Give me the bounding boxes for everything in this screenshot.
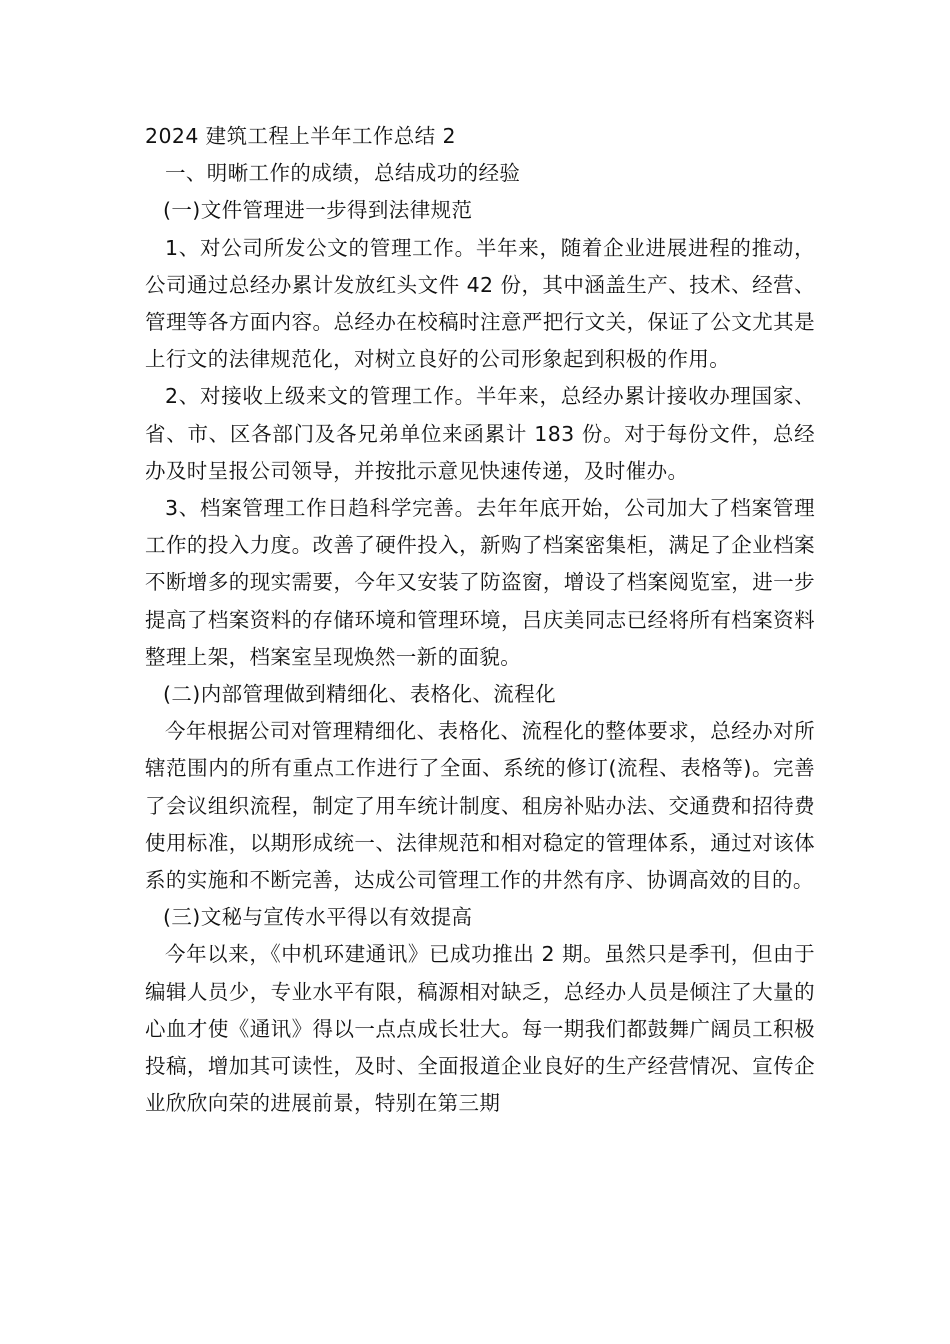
paragraph: 2、对接收上级来文的管理工作。半年来，总经办累计接收办理国家、省、市、区各部门及各兄弟单位来函累计 183 份。对于每份文件，总经办及时呈报公司领导，并按批示意见快速传递，及时催办。 <box>145 384 815 483</box>
paragraph: 今年根据公司对管理精细化、表格化、流程化的整体要求，总经办对所辖范围内的所有重点工作进行了全面、系统的修订(流程、表格等)。完善了会议组织流程，制定了用车统计制度、租房补贴办法、交通费和招待费使用标准，以期形成统一、法律规范和相对稳定的管理体系，通过对该体系的实施和不断完善，达成公司管理工作的井然有序、协调高效的目的。 <box>145 719 815 893</box>
document-title: 2024 建筑工程上半年工作总结 2 <box>145 124 456 148</box>
subsection-heading: (二)内部管理做到精细化、表格化、流程化 <box>163 682 556 707</box>
document-body <box>145 118 815 1122</box>
paragraph: 今年以来，《中机环建通讯》已成功推出 2 期。虽然只是季刊，但由于编辑人员少，专业水平有限，稿源相对缺乏，总经办人员是倾注了大量的心血才使《通讯》得以一点点成长壮大。每一期我们都鼓舞广阔员工积极投稿，增加其可读性，及时、全面报道企业良好的生产经营情况、宣传企业欣欣向荣的进展前景，特别在第三期 <box>145 942 815 1116</box>
paragraph: 3、档案管理工作日趋科学完善。去年年底开始，公司加大了档案管理工作的投入力度。改善了硬件投入，新购了档案密集柜，满足了企业档案不断增多的现实需要，今年又安装了防盗窗，增设了档案阅览室，进一步提高了档案资料的存储环境和管理环境，吕庆美同志已经将所有档案资料整理上架，档案室呈现焕然一新的面貌。 <box>145 496 815 669</box>
section-heading: 一、明晰工作的成绩，总结成功的经验 <box>165 161 521 186</box>
paragraph: 1、对公司所发公文的管理工作。半年来，随着企业进展进程的推动，公司通过总经办累计发放红头文件 42 份，其中涵盖生产、技术、经营、管理等各方面内容。总经办在校稿时注意严把行文关，保证了公文尤其是上行文的法律规范化，对树立良好的公司形象起到积极的作用。 <box>145 235 815 372</box>
subsection-heading: (一)文件管理进一步得到法律规范 <box>163 198 473 223</box>
subsection-heading: (三)文秘与宣传水平得以有效提高 <box>163 905 473 930</box>
